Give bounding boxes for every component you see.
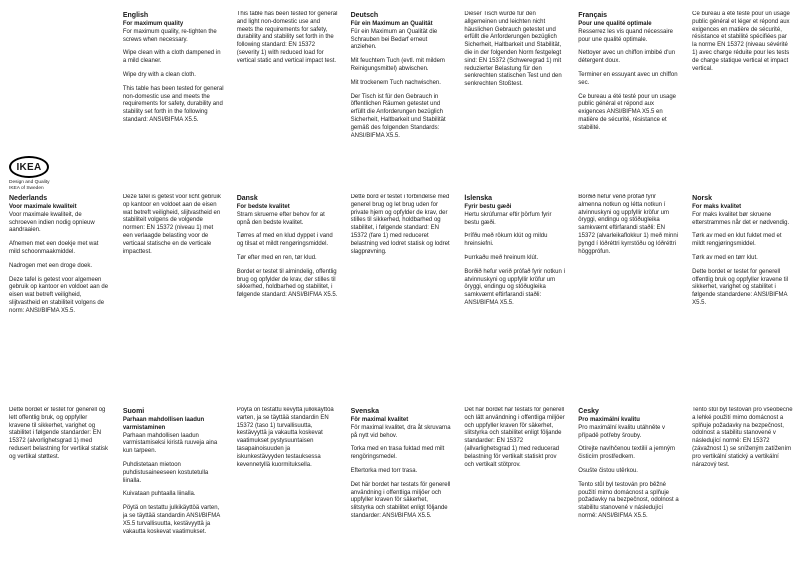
language-heading: Norsk (692, 195, 712, 202)
section-continuation (9, 407, 110, 561)
instruction-paragraph: Ce bureau a été testé pour un usage public général et répond aux exigences ANSI/BIFMA X5.5 en matière de sécurité, résistance et stabilité. (578, 93, 677, 131)
language-heading: Suomi (122, 408, 145, 415)
instruction-paragraph: Voor maximale kwaliteit, de schroeven indien nodig opnieuw aandraaien. (9, 211, 95, 234)
section-continuation (464, 407, 565, 561)
logo-tagline-line1: Design and Quality (9, 180, 50, 186)
section-continuation (123, 194, 224, 407)
section-subheading: For maks kvalitet (692, 204, 742, 211)
section-francais (578, 11, 679, 194)
section-norsk (692, 194, 793, 407)
section-svenska (351, 407, 452, 561)
instruction-paragraph: Tørk av med en tørr klut. (692, 255, 758, 262)
instruction-paragraph: För maximal kvalitet, dra åt skruvarna på nytt vid behov. (350, 424, 451, 439)
ikea-logo (9, 156, 49, 178)
instruction-paragraph: Osušte čistou utěrkou. (578, 468, 638, 475)
instruction-paragraph: Deze tafel is getest voor algemeen gebruik op kantoor en voldoet aan de eisen wat betreft veiligheid, slijtvastheid en stabiliteit volgens de norm: ANSI/BIFMA X5.5. (9, 276, 109, 314)
instruction-paragraph: Wipe dry with a clean cloth. (122, 72, 196, 79)
instruction-paragraph: Tento stůl byl testován pro všeobecné a lehké použití mimo domácnost a splňuje požadavky na bezpečnost, odolnost a stabilitu stanovené v následující normě: EN 15372 (závažnost 1) se sníženým zatížením pro vertikální statický a vertikální nárazový test. (692, 407, 793, 468)
instruction-paragraph: Resserrez les vis quand nécessaire pour une qualité optimale. (578, 28, 673, 43)
instruction-paragraph: Für ein Maximum an Qualität die Schrauben bei Bedarf erneut anziehen. (350, 28, 438, 51)
section-cesky (578, 407, 679, 561)
instruction-paragraph: This table has been tested for general non-domestic use and meets the requirements for safety, durability and stability set forth in the following standard: ANSI/BIFMA X5.5. (122, 85, 224, 124)
instruction-paragraph: Pro maximální kvalitu utáhněte v případě potřeby šrouby. (578, 424, 665, 439)
instruction-paragraph: Parhaan mahdollisen laadun varmistamiseksi kiristä ruuveja aina kun tarpeen. (122, 432, 218, 455)
instruction-paragraph: Dette bordet er testet for generell offentlig bruk og oppfyller kravene til sikkerhet, varighet og stabilitet i følgende standardene: ANSI/BIFMA X5.5. (692, 268, 789, 307)
instruction-paragraph: Mit feuchtem Tuch (evtl. mit mildem Reinigungsmittel) abwischen. (350, 58, 445, 73)
instruction-paragraph: Hertu skrúfurnar eftir þörfum fyrir bestu gæði. (464, 211, 552, 226)
language-heading: Nederlands (9, 195, 48, 202)
logo-tagline-line2: IKEA of Sweden (9, 186, 44, 192)
instruction-paragraph: Þurrkaðu með hreinum klút. (464, 255, 539, 262)
instruction-paragraph: Mit trockenem Tuch nachwischen. (350, 79, 441, 86)
language-heading: English (122, 12, 149, 19)
section-deutsch (351, 11, 452, 194)
language-heading: Česky (578, 408, 599, 415)
section-subheading: Pour une qualité optimale (578, 21, 652, 28)
instruction-paragraph: Wipe clean with a cloth dampened in a mild cleaner. (122, 50, 221, 65)
instruction-paragraph: Þrífðu með rökum klút og mildu hreinsiefni. (464, 233, 548, 248)
section-continuation (578, 194, 679, 407)
section-subheading: Voor maximale kwaliteit (9, 204, 77, 211)
instruction-paragraph: Pöytä on testattu kevyttä julkikäyttöä varten, ja se täyttää standardin EN 15372 (taso 1) turvallisuutta, kestävyyttä ja vakautta koskevat vaatimukset pystysuuntaisen tasapainoisuuden ja iskunkestävyyden testauksessa kevennetyllä kuormituksella. (236, 407, 334, 468)
instruction-paragraph: Deze tafel is getest voor licht gebruik op kantoor en voldoet aan de eisen wat betreft veiligheid, slijtvastheid en stabiliteit volgens de volgende normen: EN 15372 (niveau 1) met een verlaagde belasting voor de verticaal statische en de verticale impacttest. (122, 194, 221, 255)
logo-tagline (9, 180, 50, 192)
instruction-paragraph: Tento stůl byl testován pro běžné použití mimo domácnost a splňuje požadavky na bezpečnost, odolnost a stabilitu stanovené v následující normě: ANSI/BIFMA X5.5. (578, 481, 679, 520)
ikea-logo-text: IKEA (16, 161, 42, 173)
instruction-paragraph: Dieser Tisch wurde für den allgemeinen und leichten nicht häuslichen Gebrauch getestet und erfüllt die Anforderungen bezüglich Sicherheit, Haltbarkeit und Stabilität, die in der folgenden Norm festgelegt sind: EN 15372 (Schweregrad 1) mit reduzierter Belastung für den senkrechten statischen Test und den senkrechten Stoßtest. (464, 11, 562, 88)
language-heading: Svenska (350, 408, 379, 415)
instruction-paragraph: For maks kvalitet bør skruene etterstrammes når det er nødvendig. (692, 211, 790, 226)
section-subheading: Pro maximální kvalitu (578, 417, 640, 424)
language-heading: Dansk (236, 195, 258, 202)
instruction-paragraph: Terminer en essuyant avec un chiffon sec. (578, 72, 678, 86)
section-continuation (237, 407, 338, 561)
instruction-paragraph: Der Tisch ist für den Gebrauch in öffentlichen Räumen getestet und erfüllt die Anforderungen bezüglich Sicherheit, Haltbarkeit und Stabilität gemäß des folgenden Standards: ANSI/BIFMA X5.5. (350, 93, 446, 139)
section-subheading: Parhaan mahdollisen laadun varmistaminen (122, 417, 205, 431)
section-continuation (351, 194, 452, 407)
instruction-paragraph: For maximum quality, re-tighten the screws when necessary. (122, 28, 217, 43)
section-continuation (692, 11, 793, 194)
instruction-paragraph: Ce bureau a été testé pour un usage public général et léger et répond aux exigences en matière de sécurité, résistance et stabilité spécifiées par la norme EN 15372 (niveau sévérité 1) avec charge réduite pour les tests de charge statique vertical et impact vertical. (692, 11, 790, 72)
language-heading: Deutsch (350, 12, 379, 19)
section-continuation (692, 407, 793, 561)
instruction-paragraph: Nettoyer avec un chiffon imbibé d'un détergent doux. (578, 50, 676, 65)
section-subheading: For maximum quality (122, 21, 184, 28)
instruction-paragraph: Afnemen met een doekje met wat mild schoonmaakmiddel. (9, 241, 99, 256)
instruction-paragraph: Det här bordet har testats för generell och lätt användning i offentliga miljöer och uppfyller kraven för säkerhet, slitstyrka och stabilitet enligt följande standarder: EN 15372 (allvarlighetsgrad 1) med reducerad belastning för vertikalt statiskt prov och vertikalt stötprov. (464, 407, 565, 468)
instruction-paragraph: Dette bord er testet i forbindelse med generel brug og let brug uden for private hjem og opfylder de krav, der stilles til sikkerhed, holdbarhed og stabilitet, i følgende standard: EN 15372 (fare 1) med reduceret belastning ved lodret statisk og lodret slagprøvning. (350, 194, 450, 255)
language-heading: Français (578, 12, 608, 19)
instruction-paragraph: Torka med en trasa fuktad med milt rengöringsmedel. (350, 446, 445, 461)
instruction-paragraph: Tørres af med en klud dyppet i vand og tilsat et mildt rengøringsmiddel. (236, 233, 333, 248)
section-continuation (237, 11, 338, 194)
section-subheading: Fyrir bestu gæði (464, 204, 512, 211)
instruction-paragraph: Tørk av med en klut fuktet med et mildt rengjøringsmiddel. (692, 233, 782, 248)
language-heading: Íslenska (464, 195, 493, 202)
instruction-paragraph: Kuivataan puhtaalla liinalla. (122, 491, 196, 498)
section-subheading: For bedste kvalitet (236, 204, 290, 211)
section-english (123, 11, 224, 194)
instruction-paragraph: Bordet er testet til almindelig, offentlig brug og opfylder de krav, der stilles til sikkerhed, holdbarhed og stabilitet, i følgende standard: ANSI/BIFMA X5.5. (236, 268, 338, 299)
instruction-paragraph: Eftertorka med torr trasa. (350, 468, 418, 475)
section-subheading: Für ein Maximum an Qualität (350, 21, 433, 28)
section-subheading: För maximal kvalitet (350, 417, 409, 424)
instruction-paragraph: Borðið hefur verið prófað fyrir notkun í atvinnuskyni og uppfyllir kröfur um öryggi, endingu og stöðugleika samkvæmt eftirfarandi staðli: ANSI/BIFMA X5.5. (464, 268, 566, 307)
instruction-paragraph: Borðið hefur verið prófað fyrir almenna notkun og létta notkun í atvinnuskyni og uppfyllir kröfur um öryggi, endingu og stöðugleika samkvæmt eftirfarandi staðli: EN 15372 (alvarleikaflokkur 1) með minni þyngd í lóðréttri kyrrstöðu og lóðréttri höggprófun. (578, 194, 678, 255)
section-dansk (237, 194, 338, 407)
instruction-paragraph: Det här bordet har testats för generell användning i offentliga miljöer och uppfyller kraven för säkerhet, slitstyrka och stabilitet enligt följande standarder: ANSI/BIFMA X5.5. (350, 481, 451, 520)
section-suomi (123, 407, 224, 561)
section-islenska (464, 194, 565, 407)
instruction-paragraph: Stram skruerne efter behov for at opnå den bedste kvalitet. (236, 211, 325, 226)
instruction-paragraph: Nadrogen met een droge doek. (9, 262, 93, 269)
instruction-paragraph: Tør efter med en ren, tør klud. (236, 255, 317, 262)
instruction-paragraph: Pöytä on testattu julkikäyttöä varten, ja se täyttää standardin ANSI/BIFMA X5.5 turvallisuutta, kestävyyttä ja vakautta koskevat vaatimukset. (122, 505, 220, 535)
instruction-paragraph: Otírejte navlhčenou textilií a jemným čisticím prostředkem. (578, 446, 675, 461)
section-nederlands (9, 194, 110, 407)
instruction-paragraph: Puhdistetaan mietoon puhdistusaineeseen kostutetulla liinalla. (122, 462, 209, 484)
instruction-paragraph: Dette bordet er testet for generell og lett offentlig bruk, og oppfyller kravene til sikkerhet, varighet og stabilitet i følgende standarder: EN 15372 (alvorlighetsgrad 1) med redusert belastning for vertikal statisk og vertikal støttest. (9, 407, 109, 460)
ikea-logo-cell (9, 11, 110, 194)
instruction-paragraph: This table has been tested for general and light non-domestic use and meets the requirements for safety, durability and stability set forth in the following standard: EN 15372 (severity 1) with reduced load for vertical static and vertical impact test. (236, 11, 338, 64)
section-continuation (464, 11, 565, 194)
